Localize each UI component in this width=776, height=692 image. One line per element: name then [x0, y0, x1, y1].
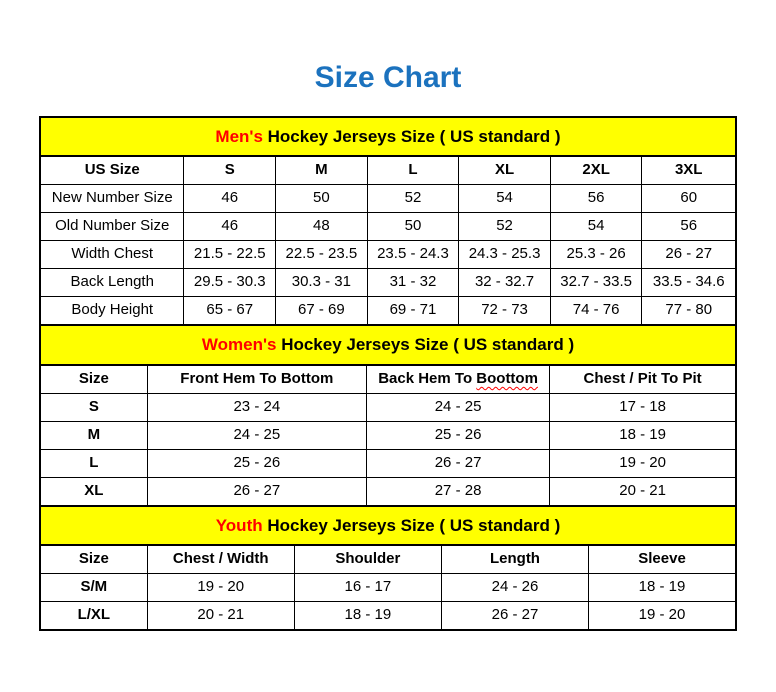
value-cell: 26 - 27: [642, 241, 735, 269]
col-header-cell: [366, 366, 549, 394]
col-header-cell: [147, 366, 366, 394]
col-header-cell: [441, 546, 588, 574]
table-row: [41, 241, 735, 269]
value-cell: 52: [459, 213, 551, 241]
value-cell: 29.5 - 30.3: [184, 269, 276, 297]
section-mens: [41, 118, 735, 325]
value-cell: 26 - 27: [147, 477, 366, 505]
section-womens: [41, 324, 735, 505]
value-cell: 52: [367, 185, 459, 213]
band-highlight: Youth: [215, 515, 263, 535]
mens-table: [41, 157, 735, 324]
value-cell: 31 - 32: [367, 269, 459, 297]
col-header-cell: [147, 546, 294, 574]
value-cell: 24 - 25: [147, 421, 366, 449]
value-cell: 21.5 - 22.5: [184, 241, 276, 269]
table-row: [41, 393, 735, 421]
table-row: [41, 297, 735, 325]
col-header-label: Shoulder: [335, 550, 401, 568]
col-header-cell: [367, 157, 459, 185]
col-header-cell: [550, 157, 642, 185]
col-header-label: Back Hem To: [378, 369, 477, 387]
col-header-label: Chest / Pit To Pit: [583, 369, 702, 387]
row-label-cell: XL: [41, 477, 147, 505]
page-title: Size Chart: [314, 61, 462, 94]
col-header-label: Size: [78, 550, 109, 568]
col-header-cell: [41, 366, 147, 394]
row-label-cell: Width Chest: [41, 241, 184, 269]
value-cell: 60: [642, 185, 735, 213]
value-cell: 72 - 73: [459, 297, 551, 325]
col-header-cell: [294, 546, 441, 574]
value-cell: 25 - 26: [147, 449, 366, 477]
value-cell: 69 - 71: [367, 297, 459, 325]
value-cell: 19 - 20: [550, 449, 735, 477]
row-label-cell: Body Height: [41, 297, 184, 325]
band-text: Hockey Jerseys Size ( US standard ): [262, 515, 561, 535]
value-cell: 24 - 25: [366, 393, 549, 421]
value-cell: 46: [184, 185, 276, 213]
band-text: Hockey Jerseys Size ( US standard ): [276, 335, 575, 355]
col-header-cell: [184, 157, 276, 185]
table-row: [41, 421, 735, 449]
size-chart-table: [39, 116, 737, 632]
value-cell: 18 - 19: [550, 421, 735, 449]
value-cell: 26 - 27: [441, 602, 588, 630]
misspelled-word: Boottom: [476, 369, 538, 387]
table-row: [41, 477, 735, 505]
col-header-label: 2XL: [582, 161, 610, 179]
band-highlight: Women's: [201, 335, 277, 355]
table-row: [41, 449, 735, 477]
value-cell: 50: [276, 185, 368, 213]
col-header-cell: [459, 157, 551, 185]
value-cell: 33.5 - 34.6: [642, 269, 735, 297]
value-cell: 56: [550, 185, 642, 213]
value-cell: 30.3 - 31: [276, 269, 368, 297]
value-cell: 24 - 26: [441, 574, 588, 602]
col-header-label: 3XL: [674, 161, 703, 179]
value-cell: 56: [642, 213, 735, 241]
row-label-cell: M: [41, 421, 147, 449]
value-cell: 24.3 - 25.3: [459, 241, 551, 269]
col-header-label: Length: [489, 550, 540, 568]
col-header-cell: [550, 366, 735, 394]
col-header-label: US Size: [84, 161, 140, 179]
table-row: [41, 185, 735, 213]
col-header-label: M: [315, 161, 328, 179]
row-label-cell: New Number Size: [41, 185, 184, 213]
value-cell: 54: [459, 185, 551, 213]
col-header-label: Chest / Width: [172, 550, 269, 568]
value-cell: 32.7 - 33.5: [550, 269, 642, 297]
value-cell: 23 - 24: [147, 393, 366, 421]
col-header-label: S: [224, 161, 235, 179]
section-band-youth: [41, 505, 735, 547]
col-header-label: Size: [78, 369, 109, 387]
value-cell: 17 - 18: [550, 393, 735, 421]
band-highlight: Men's: [215, 126, 263, 146]
col-header-cell: [41, 157, 184, 185]
table-row: [41, 269, 735, 297]
value-cell: 46: [184, 213, 276, 241]
row-label-cell: Back Length: [41, 269, 184, 297]
section-band-womens: [41, 324, 735, 366]
table-row: [41, 602, 735, 630]
value-cell: 25.3 - 26: [550, 241, 642, 269]
value-cell: 23.5 - 24.3: [367, 241, 459, 269]
value-cell: 16 - 17: [294, 574, 441, 602]
column-header-row: [41, 546, 735, 574]
value-cell: 19 - 20: [147, 574, 294, 602]
row-label-cell: S/M: [41, 574, 147, 602]
table-row: [41, 574, 735, 602]
youth-table: [41, 546, 735, 629]
col-header-label: Front Hem To Bottom: [180, 369, 334, 387]
value-cell: 54: [550, 213, 642, 241]
value-cell: 18 - 19: [294, 602, 441, 630]
col-header-cell: [276, 157, 368, 185]
value-cell: 77 - 80: [642, 297, 735, 325]
row-label-cell: S: [41, 393, 147, 421]
value-cell: 74 - 76: [550, 297, 642, 325]
value-cell: 65 - 67: [184, 297, 276, 325]
row-label-cell: L: [41, 449, 147, 477]
value-cell: 26 - 27: [366, 449, 549, 477]
value-cell: 19 - 20: [589, 602, 735, 630]
value-cell: 18 - 19: [589, 574, 735, 602]
value-cell: 67 - 69: [276, 297, 368, 325]
col-header-label: L: [408, 161, 418, 179]
col-header-cell: [41, 546, 147, 574]
band-text: Hockey Jerseys Size ( US standard ): [262, 126, 561, 146]
col-header-label: Sleeve: [638, 550, 686, 568]
section-youth: [41, 505, 735, 630]
value-cell: 22.5 - 23.5: [276, 241, 368, 269]
row-label-cell: Old Number Size: [41, 213, 184, 241]
value-cell: 50: [367, 213, 459, 241]
column-header-row: [41, 366, 735, 394]
column-header-row: [41, 157, 735, 185]
col-header-cell: [589, 546, 735, 574]
section-band-mens: [41, 118, 735, 158]
value-cell: 20 - 21: [550, 477, 735, 505]
value-cell: 27 - 28: [366, 477, 549, 505]
col-header-cell: [642, 157, 735, 185]
value-cell: 25 - 26: [366, 421, 549, 449]
row-label-cell: L/XL: [41, 602, 147, 630]
value-cell: 48: [276, 213, 368, 241]
col-header-label: XL: [494, 161, 515, 179]
value-cell: 32 - 32.7: [459, 269, 551, 297]
womens-table: [41, 366, 735, 505]
table-row: [41, 213, 735, 241]
value-cell: 20 - 21: [147, 602, 294, 630]
